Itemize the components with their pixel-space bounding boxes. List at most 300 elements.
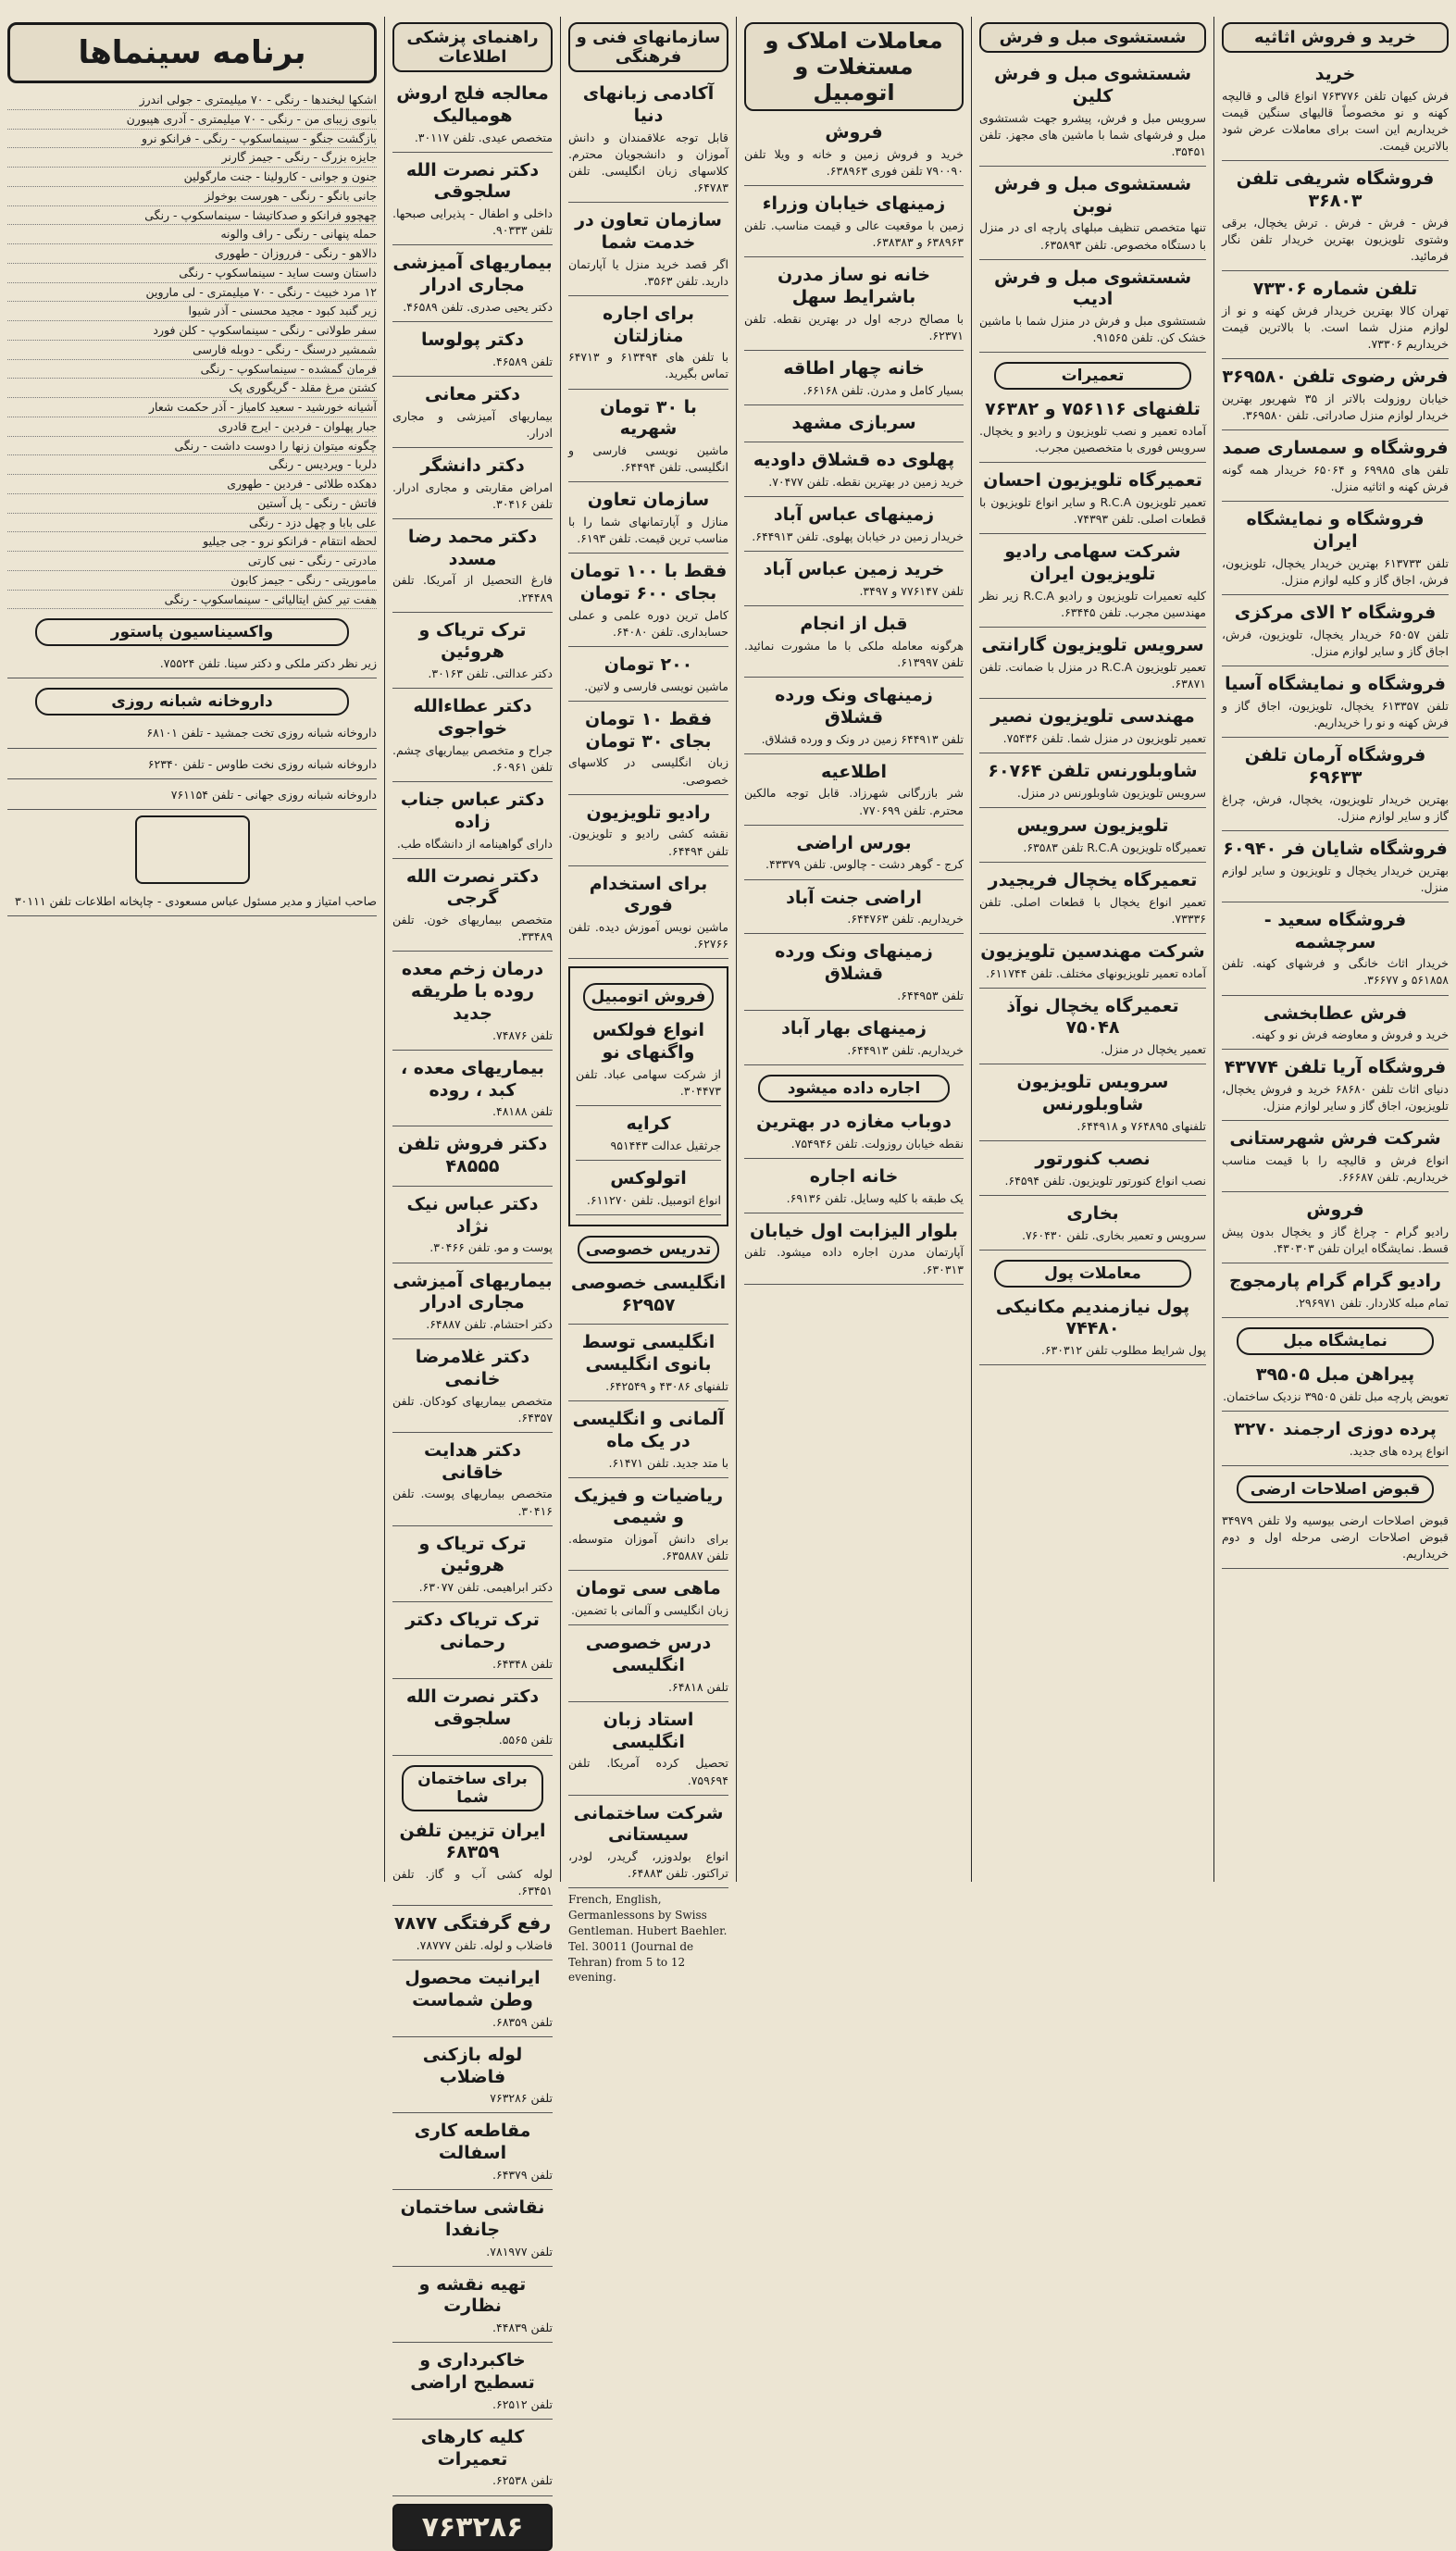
- ad-body: امراض مقاربتی و مجاری ادرار. تلفن ۳۰۴۱۶.: [392, 479, 553, 511]
- footer-credits: صاحب امتیاز و مدیر مسئول عباس مسعودی - چاپخانه اطلاعات تلفن ۳۰۱۱۱: [7, 890, 377, 916]
- classified-ad: [979, 631, 1206, 699]
- classified-ad: [392, 2041, 553, 2114]
- classified-ad: [744, 758, 964, 826]
- classified-ad: [392, 80, 553, 153]
- cinema-listing: حمله پنهانی - رنگی - راف والونه: [7, 225, 377, 244]
- ad-headline: بلوار الیزابت اول خیابان: [750, 1220, 958, 1241]
- ad-headline: درس خصوصی انگلیسی: [585, 1633, 712, 1675]
- classified-ad: [979, 1145, 1206, 1196]
- ad-body: آماده تعمیر و نصب تلویزیون و رادیو و یخچال. سرویس فوری با متخصصین مجرب.: [979, 424, 1206, 455]
- section-title-real-estate: معاملات املاک و مستغلات و اتومبیل: [744, 22, 964, 111]
- ad-headline: دکتر عباس نیک نژاد: [406, 1193, 539, 1237]
- classified-ad: [392, 1817, 553, 1907]
- ad-body: تعمیر تلویزیون R.C.A در منزل با ضمانت. تلفن ۶۳۸۷۱.: [979, 659, 1206, 691]
- ad-body: تعمیر یخچال در منزل.: [1101, 1042, 1206, 1057]
- classified-ad: [979, 812, 1206, 863]
- ad-headline: بیماریهای معده ، کبد ، روده: [400, 1057, 545, 1101]
- pharmacy-title: داروخانه شبانه روزی: [35, 688, 349, 716]
- ad-headline: زمینهای ونک ورده قشلاق: [775, 685, 933, 728]
- column-cinema: [0, 17, 384, 1882]
- pipe-cleaning-box: [392, 2504, 553, 2551]
- ad-body: آپارتمان مدرن اجاره داده میشود. تلفن ۶۳۰۳۱۳.: [744, 1245, 964, 1276]
- ad-headline: ترک تریاک و هروئین: [418, 619, 527, 663]
- cinema-listing: جایزه بزرگ - رنگی - جیمز گارنر: [7, 148, 377, 168]
- ad-headline: زمینهای بهار آباد: [781, 1018, 927, 1039]
- cinema-listing: شمشیر درسنگ - رنگی - دوبله فارسی: [7, 341, 377, 360]
- ad-headline: زمینهای ونک ورده قشلاق: [775, 941, 933, 985]
- cinema-listing: علی بابا و چهل دزد - رنگی: [7, 514, 377, 533]
- classified-ad: [1222, 1415, 1449, 1466]
- ad-headline: سربازی مشهد: [791, 412, 916, 433]
- classified-ad: [392, 786, 553, 859]
- column-furniture: [1213, 17, 1456, 1882]
- classified-ad: [392, 1130, 553, 1187]
- column-education: [560, 17, 736, 1985]
- classified-ad: [392, 2194, 553, 2267]
- ad-body: انواع اتومبیل. تلفن ۶۱۱۲۷۰.: [586, 1192, 721, 1207]
- classified-ad: [568, 1482, 728, 1572]
- ad-body: دکتر یحیی صدری. تلفن ۴۶۵۸۹.: [403, 299, 553, 314]
- classified-ad: [392, 249, 553, 322]
- ad-body: زبان انگلیسی و آلمانی با تضمین.: [570, 1603, 728, 1618]
- ad-body: با مصالح درجه اول در بهترین نقطه. تلفن ۶۲۳۷۱.: [744, 311, 964, 342]
- classified-ad: [1222, 1509, 1449, 1569]
- classified-ad: [568, 651, 728, 702]
- ad-body: متخصص بیماریهای کودکان. تلفن ۶۴۳۵۷.: [392, 1393, 553, 1425]
- ad-body: خریدار اثاث خانگی و فرشهای کهنه. تلفن ۵۶۱۸۵۸ و ۳۶۶۷۷.: [1222, 956, 1449, 988]
- ad-body: زمین با موقعیت عالی و قیمت مناسب. تلفن ۶۳۸۹۶۳ و ۶۳۸۳۸۳.: [744, 218, 964, 249]
- ad-body: قبوض اصلاحات ارضی بیوسیه ولا تلفن ۳۴۹۷۹ قبوض اصلاحات ارضی مرحله اول و دوم خریداریم.: [1222, 1513, 1449, 1562]
- ad-headline: دکتر نصرت الله سلجوقی: [405, 1686, 540, 1729]
- ad-headline: دکتر عباس جناب زاده: [400, 790, 545, 832]
- ad-headline: ریاضیات و فیزیک و شیمی: [573, 1485, 724, 1528]
- ad-body: متخصص عیدی. تلفن ۳۰۱۱۷.: [414, 130, 553, 144]
- ad-body: بهترین خریدار یخچال و تلویزیون و سایر لوازم منزل.: [1222, 863, 1449, 894]
- ad-body: خیابان روزولت بالاتر از ۳۵ شهریور بهترین خریدار لوازم منزل صادراتی. تلفن ۳۶۹۵۸۰.: [1222, 392, 1449, 423]
- ad-headline: شستشوی مبل و فرش کلین: [993, 64, 1192, 106]
- classified-ad: [979, 992, 1206, 1065]
- classified-ad: [1222, 741, 1449, 831]
- ad-headline: بیماریهای آمیزشی مجاری ادرار: [392, 1270, 553, 1313]
- classified-ad: [392, 2117, 553, 2190]
- ad-body: تلفن های ۶۹۹۸۵ و ۶۵۰۶۴ خریدار همه گونه فرش کهنه و اثاثیه منزل.: [1222, 463, 1450, 494]
- ad-body: پول شرایط مطلوب تلفن ۶۳۰۳۱۲.: [1040, 1343, 1206, 1358]
- ad-body: اگر قصد خرید منزل یا آپارتمان دارید. تلفن ۳۵۶۳.: [568, 256, 728, 288]
- classified-ad: [392, 2423, 553, 2496]
- classified-ad: [744, 1163, 964, 1213]
- ad-body: بیماریهای آمیزشی و مجاری ادرار.: [392, 408, 553, 440]
- ad-body: تلفن ۴۸۱۸۸.: [492, 1104, 553, 1119]
- cinema-listing: جبار پهلوان - فردین - ایرج قادری: [7, 417, 377, 437]
- ad-body: از شرکت سهامی عباد. تلفن ۳۰۴۴۷۳.: [576, 1066, 721, 1098]
- classified-ad: [979, 1293, 1206, 1366]
- ad-body: انواع فرش و قالیچه را با قیمت مناسب خریداریم. تلفن ۶۶۶۸۷.: [1222, 1153, 1449, 1185]
- section-title-furniture: خرید و فروش اثاثیه: [1222, 22, 1449, 53]
- ad-headline: ماهی سی تومان: [576, 1578, 721, 1599]
- ad-headline: ترک تریاک دکتر رحمانی: [405, 1610, 540, 1652]
- ad-body: داخلی و اطفال - پذیرایی صبحها. تلفن ۹۰۳۳۳.: [392, 206, 553, 238]
- cinema-listing: ماموریتی - رنگی - جیمز کابون: [7, 571, 377, 591]
- classified-ad: [568, 1405, 728, 1478]
- classified-ad: [568, 557, 728, 647]
- classified-ad: [1222, 165, 1449, 271]
- cinema-listing: زیر گنبد کبود - مجید محسنی - آذر شیوا: [7, 302, 377, 321]
- ad-body: خریداریم. تلفن ۶۴۴۷۶۳.: [847, 912, 964, 927]
- pharmacy-text: داروخانه شبانه روزی تخت جمشید - تلفن ۶۸۱۰۱: [146, 726, 377, 740]
- classified-ad: [392, 452, 553, 519]
- ad-headline: انواع فولکس واگنهای نو: [591, 1020, 705, 1064]
- classified-ad: [1222, 1053, 1449, 1121]
- ad-headline: بورس اراضی: [796, 832, 912, 853]
- classified-ad: [392, 1343, 553, 1433]
- ad-body: دارای گواهینامه از دانشگاه طب.: [396, 836, 553, 851]
- ad-body: دکتر عدالتی. تلفن ۳۰۱۶۳.: [428, 666, 553, 681]
- ad-body: سرویس مبل و فرش، پیشرو جهت شستشوی مبل و فرشهای شما با ماشین های مجهز. تلفن ۳۵۴۵۱.: [979, 110, 1206, 158]
- ad-headline: رادیو تلویزیون: [586, 802, 711, 823]
- section-title-education: سازمانهای فنی و فرهنگی: [568, 22, 728, 72]
- classified-ad: [744, 884, 964, 935]
- classified-ad: [568, 1706, 728, 1796]
- ad-body: پوست و مو. تلفن ۳۰۴۶۶.: [429, 1240, 553, 1255]
- classified-ad: [576, 1016, 721, 1106]
- ad-body: کرج - گوهر دشت - چالوس. تلفن ۴۳۳۷۹.: [765, 857, 964, 872]
- ad-body: خرید و فروش زمین و خانه و ویلا تلفن ۷۹۰۰۹۰ تلفن فوری ۶۳۸۹۶۳.: [744, 146, 964, 178]
- ad-body: تلفن ۷۶۳۲۸۶: [490, 2091, 553, 2106]
- ad-body: سرویس تلویزیون شاوبلورنس در منزل.: [1016, 785, 1206, 800]
- classified-ad: [392, 1437, 553, 1526]
- ad-headline: پول نیازمندیم مکانیکی ۷۴۴۸۰: [995, 1296, 1190, 1339]
- ad-body: تلفن ۶۴۴۹۱۳ زمین در ونک و ورده قشلاق.: [761, 731, 964, 746]
- pharmacy-listing: [7, 783, 377, 810]
- ad-body: تلفن ۶۴۸۱۸.: [668, 1679, 728, 1694]
- ad-body: متخصص بیماریهای خون. تلفن ۳۳۴۸۹.: [392, 913, 553, 944]
- ad-body: دکتر ابراهیمی. تلفن ۶۳۰۷۷.: [418, 1580, 553, 1595]
- ad-headline: بیماریهای آمیزشی مجاری ادرار: [392, 253, 553, 296]
- ad-body: فرش - فرش - فرش . ترش یخچال، برقی وشتوی تلویزیون بهترین خریدار تلفن نگار فرمائید.: [1222, 215, 1449, 263]
- classified-ad: [1222, 434, 1449, 502]
- ad-body: با تلفن های ۶۱۳۴۹۴ و ۶۴۷۱۳ تماس بگیرید.: [568, 350, 728, 381]
- ad-headline: تعمیرگاه تلویزیون احسان: [983, 470, 1202, 492]
- classified-ad: [979, 866, 1206, 934]
- ad-headline: فروشگاه سعید - سرچشمه: [1263, 909, 1407, 952]
- ad-body: انواع بولدوزر، گریدر، لودر، تراکتور. تلفن ۶۴۸۸۳.: [568, 1849, 728, 1881]
- ad-headline: فروش: [825, 122, 883, 143]
- classified-ad: [392, 156, 553, 246]
- ad-headline: با ۳۰ تومان شهریه: [600, 396, 697, 440]
- column-real-estate: [736, 17, 971, 1882]
- ad-headline: آلمانی و انگلیسی در یک ماه: [572, 1409, 725, 1451]
- classified-ad: [392, 1606, 553, 1679]
- ad-headline: فروشگاه شایان فر ۶۰۹۴۰: [1223, 838, 1448, 859]
- ad-headline: انگلیسی خصوصی ۶۲۹۵۷: [570, 1272, 727, 1315]
- ad-headline: شرکت ساختمانی سیستانی: [573, 1802, 724, 1846]
- ad-body: فارغ التحصیل از آمریکا. تلفن ۲۴۴۸۹.: [392, 573, 553, 604]
- ad-body: منازل و آپارتمانهای شما را با مناسب ترین قیمت. تلفن ۶۱۹۳.: [568, 515, 728, 546]
- section-title-cleaning: شستشوی مبل و فرش: [979, 22, 1206, 53]
- classified-ad: [392, 1267, 553, 1340]
- cinema-listing: داستان وست ساید - سینماسکوپ - رنگی: [7, 264, 377, 283]
- section-title-money: معاملات پول: [994, 1260, 1191, 1288]
- classified-ad: [979, 1068, 1206, 1141]
- cinema-listing: اشکها لبخندها - رنگی - ۷۰ میلیمتری - جولی اندرز: [7, 91, 377, 110]
- column-medical: [384, 17, 560, 2544]
- pharmacy-listing: [7, 753, 377, 779]
- ad-body: تعمیر تلویزیون در منزل شما. تلفن ۷۵۴۳۶.: [1002, 730, 1206, 745]
- ad-headline: دکتر فروش تلفن ۴۸۵۵۵: [397, 1134, 548, 1177]
- ad-headline: خانه اجاره: [809, 1165, 899, 1187]
- ad-headline: سازمان تعاون: [587, 490, 710, 511]
- classified-ad: [979, 757, 1206, 808]
- ad-headline: معالجه فلج اروش هومیالیک: [396, 83, 549, 126]
- ad-body: خریداریم. تلفن ۶۴۴۹۱۳.: [847, 1042, 964, 1057]
- ad-body: تلفنهای ۷۶۴۸۹۵ و ۶۴۴۹۱۸.: [1076, 1118, 1206, 1133]
- cinema-listing: مادرتی - رنگی - نبی کارتی: [7, 552, 377, 571]
- ad-headline: ۲۰۰ تومان: [604, 654, 693, 675]
- classified-ad: [392, 1530, 553, 1603]
- classified-ad: [1222, 363, 1449, 430]
- classified-ad: [392, 863, 553, 952]
- classified-ad: [392, 2271, 553, 2344]
- cinema-listing: آشیانه خورشید - سعید کامیاز - آذر حکمت شعار: [7, 398, 377, 417]
- classified-ad: [1222, 60, 1449, 161]
- cinema-listing: کشتن مرغ مقلد - گریگوری پک: [7, 379, 377, 398]
- ad-body: تلفن ۷۸۱۹۷۷.: [486, 2244, 553, 2259]
- classified-ad: [744, 355, 964, 405]
- ad-body: متخصص بیماریهای پوست. تلفن ۳۰۴۱۶.: [392, 1487, 553, 1518]
- cinema-listing: چهچوو فرانکو و صدکاتیشا - سینماسکوپ - رنگی: [7, 206, 377, 226]
- ad-headline: شرکت فرش شهرستانی: [1229, 1128, 1441, 1150]
- ad-body: کامل ترین دوره علمی و عملی حسابداری. تلفن ۶۴۰۸۰.: [568, 607, 728, 639]
- ad-headline: تهیه نقشه و نظارت: [418, 2273, 527, 2317]
- cinema-listing: دهکده طلائی - فردین - طهوری: [7, 475, 377, 494]
- ad-headline: دکتر معانی: [425, 383, 520, 404]
- cinema-listing: هفت تیر کش ایتالیائی - سینماسکوپ - رنگی: [7, 591, 377, 610]
- cinema-listing: فرمان گمشده - سینماسکوپ - رنگی: [7, 360, 377, 380]
- ad-headline: ایرانیت محصول وطن شماست: [404, 1968, 541, 2010]
- ad-headline: فروش: [1306, 1200, 1364, 1221]
- ad-headline: سرویس تلویزیون شاوبلورنس: [1016, 1072, 1169, 1114]
- cinema-listing: ۱۲ مرد خبیث - رنگی - ۷۰ میلیمتری - لی ماروین: [7, 283, 377, 303]
- ad-headline: درمان زخم معده روده با طریقه جدید: [401, 959, 544, 1024]
- ad-body: دکتر احتشام. تلفن ۶۴۸۸۷.: [426, 1317, 553, 1331]
- ad-headline: کلیه کارهای تعمیرات: [420, 2426, 525, 2470]
- ad-body: تحصیل کرده آمریکا. تلفن ۷۵۹۶۹۴.: [568, 1756, 728, 1787]
- ad-headline: فروشگاه شریفی تلفن ۳۶۸۰۳: [1236, 168, 1435, 211]
- ad-body: تلفن ۶۱۳۳۵۷ یخچال، تلویزیون، اجاق گاز و فرش کهنه و نو را خریداریم.: [1222, 698, 1449, 729]
- classified-ad: [744, 118, 964, 186]
- ad-headline: قبل از انجام: [800, 614, 908, 634]
- ad-body: تلفن ۶۴۳۴۸.: [492, 1656, 553, 1671]
- classified-ad: [392, 692, 553, 782]
- classified-ad: [744, 1217, 964, 1285]
- section-title-repairs: تعمیرات: [994, 362, 1191, 390]
- ad-body: تلفن ۷۴۸۷۶.: [492, 1027, 553, 1042]
- ad-headline: دکتر هدایت خاقانی: [424, 1439, 521, 1483]
- english-ad: French, English, Germanlessons by Swiss Gentleman. Hubert Baehler. Tel. 30011 (Journal de Tehran) from 5 to 12 evening.: [568, 1893, 728, 1985]
- classified-ad: [392, 1190, 553, 1263]
- classified-ad: [744, 681, 964, 754]
- cinema-listing: لحظه انتقام - فرانکو نرو - جی جیلیو: [7, 532, 377, 552]
- classified-ad: [744, 261, 964, 351]
- classified-ad: [744, 555, 964, 606]
- ad-headline: فروشگاه آریا تلفن ۴۳۷۷۴: [1224, 1057, 1447, 1078]
- ad-body: نصب انواع کنورتور تلویزیون. تلفن ۶۴۵۹۴.: [1004, 1173, 1206, 1188]
- ad-body: تلفن ۶۲۵۳۸.: [492, 2473, 553, 2488]
- ad-headline: کرایه: [626, 1114, 671, 1135]
- ad-body: جرثقیل عدالت ۹۵۱۴۴۳: [610, 1138, 721, 1152]
- classified-ad: [1222, 1361, 1449, 1412]
- classified-ad: [568, 1328, 728, 1401]
- ad-headline: زمینهای خیابان وزراء: [762, 193, 946, 214]
- classified-ad: [744, 190, 964, 257]
- section-title-medical: راهنمای پزشکی اطلاعات: [392, 22, 553, 72]
- ad-headline: استاد زبان انگلیسی: [603, 1709, 694, 1752]
- ad-body: زبان انگلیسی در کلاسهای خصوصی.: [568, 755, 728, 787]
- section-title-car-sale: فروش اتومبیل: [583, 983, 714, 1011]
- vaccine-text: زیر نظر دکتر ملکی و دکتر سینا. تلفن ۷۵۵۲۴.: [7, 652, 377, 678]
- ad-headline: پیراهن مبل ۳۹۵۰۵: [1255, 1364, 1415, 1386]
- ad-body: تمام مبله کلاردار. تلفن ۲۹۶۹۷۱.: [1295, 1296, 1449, 1311]
- ad-headline: دکتر پولوسا: [421, 330, 524, 350]
- classified-ad: [979, 395, 1206, 463]
- ad-body: سرویس و تعمیر بخاری. تلفن ۷۶۰۴۳۰.: [1021, 1227, 1206, 1242]
- cinema-listing: جنون و جوانی - کارولینا - جنت مارگولین: [7, 168, 377, 187]
- cinema-listing: بانوی زیبای من - رنگی - ۷۰ میلیمتری - آدری هپبورن: [7, 110, 377, 130]
- ad-headline: بخاری: [1066, 1202, 1119, 1224]
- ad-headline: تعمیرگاه یخچال نوآذ ۷۵۰۴۸: [1006, 995, 1179, 1039]
- ad-headline: فرش رضوی تلفن ۳۶۹۵۸۰: [1222, 367, 1449, 388]
- classified-ad: [979, 938, 1206, 989]
- ad-headline: فروشگاه و نمایشگاه آسیا: [1225, 674, 1446, 694]
- ad-headline: برای اجاره منازلتان: [603, 303, 694, 346]
- classified-ad: [392, 380, 553, 448]
- ad-headline: دکتر دانشگر: [420, 454, 525, 476]
- classified-ad: [1222, 1267, 1449, 1318]
- ad-headline: خرید زمین عباس آباد: [763, 559, 945, 580]
- ad-body: جراح و متخصص بیماریهای چشم. تلفن ۶۰۹۶۱.: [392, 742, 553, 774]
- ad-headline: زمینهای عباس آباد: [773, 504, 935, 526]
- classified-ad: [744, 501, 964, 552]
- classified-ad: [392, 1964, 553, 2037]
- ad-headline: فروشگاه ۲ الای مرکزی: [1234, 603, 1437, 623]
- vaccine-title: واکسیناسیون پاستور: [35, 618, 349, 646]
- ad-body: انواع پرده های جدید.: [1349, 1443, 1449, 1458]
- ad-headline: دوباب مغازه در بهترین: [756, 1111, 952, 1132]
- ad-headline: ترک تریاک و هروئین: [418, 1533, 527, 1576]
- ad-body: خریدار زمین در خیابان پهلوی. تلفن ۶۴۴۹۱۳.: [752, 529, 964, 543]
- cinema-listing: سفر طولانی - رنگی - سینماسکوپ - کلن فورد: [7, 321, 377, 341]
- ad-headline: شاوبلورنس تلفن ۶۰۷۶۴: [988, 761, 1198, 781]
- ad-body: تلفن ۵۵۶۵.: [498, 1733, 553, 1748]
- ad-body: تلفن ۶۱۳۷۳۳ بهترین خریدار یخچال، تلویزیون، فرش، اجاق گاز و کلیه لوازم منزل.: [1222, 555, 1449, 587]
- ad-body: قابل توجه علاقمندان و دانش آموزان و دانشجویان محترم. کلاسهای زبان انگلیسی. تلفن ۶۴۷۸۳.: [568, 130, 728, 194]
- classified-ad: [979, 1200, 1206, 1251]
- classified-ad: [744, 446, 964, 497]
- classified-ad: [744, 610, 964, 678]
- ad-body: تلفن ۶۵۰۵۷ خریدار یخچال، تلویزیون، فرش، اجاق گاز و سایر لوازم منزل.: [1222, 627, 1449, 658]
- ad-body: تعمیرگاه تلویزیون R.C.A تلفن ۶۳۵۸۳.: [1023, 840, 1206, 854]
- ad-body: تهران کالا بهترین خریدار فرش کهنه و نو از لوازم منزل شما است. با بالاترین قیمت خریداریم ۷۳۳۰۶.: [1222, 303, 1449, 352]
- ad-headline: شستشوی مبل و فرش نوبن: [993, 173, 1192, 217]
- ad-body: لوله کشی آب و گاز. تلفن ۶۳۴۵۱.: [392, 1867, 553, 1898]
- classified-ad: [392, 2346, 553, 2420]
- ad-body: ماشین نویس آموزش دیده. تلفن ۶۲۷۶۶.: [568, 920, 728, 952]
- ad-body: هرگونه معامله ملکی با ما مشورت نمائید. تلفن ۶۱۳۹۹۷.: [744, 638, 964, 669]
- classified-ad: [392, 1683, 553, 1756]
- classified-ad: [744, 409, 964, 443]
- classified-ad: [568, 486, 728, 554]
- classified-ad: [1222, 835, 1449, 902]
- ad-body: فاضلاب و لوله. تلفن ۷۸۷۷۷.: [416, 1938, 553, 1952]
- ad-body: با متد جدید. تلفن ۶۱۴۷۱.: [608, 1455, 728, 1470]
- ad-body: یک طبقه با کلیه وسایل. تلفن ۶۹۱۳۶.: [786, 1190, 964, 1205]
- cinema-listing: جانی بانگو - رنگی - هورست بوخولز: [7, 187, 377, 206]
- section-title-furniture-gallery: نمایشگاه مبل: [1237, 1327, 1434, 1355]
- ad-headline: رادیو گرام گرام پارمجوج: [1229, 1271, 1441, 1292]
- classified-ad: [1222, 670, 1449, 738]
- ad-headline: تعمیرگاه یخچال فریجیدر: [988, 869, 1198, 890]
- ad-headline: مهندسی تلویزیون نصیر: [990, 706, 1195, 728]
- ad-body: شستشوی مبل و فرش در منزل شما با ماشین خشک کن. تلفن ۹۱۵۶۵.: [979, 314, 1206, 345]
- ad-headline: خانه نو ساز مدرن باشرایط سهل: [777, 265, 931, 307]
- classified-ad: [1222, 505, 1449, 595]
- classified-ad: [392, 616, 553, 690]
- ad-body: کلیه تعمیرات تلویزیون و رادیو R.C.A زیر نظر مهندسین مجرب. تلفن ۶۳۴۴۵.: [979, 588, 1206, 619]
- pipe-phone: ۷۶۳۲۸۶: [421, 2510, 524, 2544]
- classified-ad: [744, 938, 964, 1011]
- ad-body: تنها متخصص تنظیف مبلهای پارچه ای در منزل با دستگاه مخصوص. تلفن ۶۳۵۸۹۳.: [979, 220, 1206, 252]
- classified-ad: [1222, 599, 1449, 666]
- classified-ad: [1222, 1196, 1449, 1263]
- classified-ad: [1222, 1125, 1449, 1192]
- ad-body: تلفن ۶۴۴۹۵۳.: [897, 988, 964, 1002]
- ad-body: تلفن ۷۷۶۱۴۷ و ۳۴۹۷.: [859, 583, 964, 598]
- ad-body: ماشین نویسی فارسی و لاتین.: [584, 678, 728, 693]
- section-title-for-rent: اجاره داده میشود: [758, 1075, 949, 1102]
- ad-headline: خاکبرداری و تسطیح اراضی: [410, 2350, 535, 2393]
- cinema-title: برنامه سینماها: [7, 22, 377, 83]
- ad-headline: سرویس تلویزیون گارانتی: [981, 635, 1204, 656]
- classified-ad: [568, 300, 728, 390]
- section-title-private-tutoring: تدریس خصوصی: [578, 1236, 720, 1263]
- ad-body: بهترین خریدار تلویزیون، یخچال، فرش، چراغ گاز و سایر لوازم منزل.: [1222, 791, 1449, 823]
- classified-ad: [1222, 1000, 1449, 1051]
- ad-body: بسیار کامل و مدرن. تلفن ۶۶۱۶۸.: [803, 382, 964, 397]
- cinema-listing: بازگشت جنگو - سینماسکوپ - رنگی - فرانکو نرو: [7, 130, 377, 149]
- ad-headline: نقاشی ساختمان جانفدا: [400, 2197, 545, 2240]
- ad-headline: فرش عطابخشی: [1263, 1002, 1408, 1024]
- ad-headline: دکتر نصرت الله سلجوقی: [405, 159, 540, 203]
- ad-body: فرش کیهان تلفن ۷۶۳۷۷۶ انواع قالی و قالیچه کهنه و نو مخصوصاً قالیهای سنگین قیمت خریداریم این است برای معاملات عرض شود بالاترین قیمت.: [1222, 88, 1450, 154]
- ad-body: تلفن ۶۴۳۷۹.: [492, 2167, 553, 2182]
- pharmacy-text: داروخانه شبانه روزی نخت طاوس - تلفن ۶۲۳۴۰: [147, 756, 377, 771]
- classified-ad: [568, 1799, 728, 1889]
- ad-headline: خانه چهار اطاقه: [783, 357, 925, 379]
- classified-ad: [568, 206, 728, 296]
- ad-headline: رفع گرفتگی ۷۸۷۷: [393, 1913, 552, 1935]
- cinema-listing: دالاهو - رنگی - فرروزان - طهوری: [7, 244, 377, 264]
- ad-body: شر بازرگانی شهرزاد. قابل توجه مالکین محترم. تلفن ۷۷۰۶۹۹.: [744, 786, 964, 817]
- ad-headline: دکتر عطاءالله خواجوی: [413, 696, 532, 739]
- ad-headline: لوله بازکنی فاضلاب: [422, 2044, 523, 2087]
- ad-headline: اراضی جنت آباد: [786, 887, 922, 908]
- ad-headline: فروشگاه و نمایشگاه ایران: [1246, 509, 1425, 552]
- ad-headline: آکادمی زبانهای دنیا: [582, 83, 715, 126]
- ad-body: تعمیر انواع یخچال با قطعات اصلی. تلفن ۷۳۳۳۶.: [979, 894, 1206, 926]
- classified-ad: [568, 393, 728, 483]
- classified-ad: [568, 1269, 728, 1325]
- classified-ad: [392, 955, 553, 1050]
